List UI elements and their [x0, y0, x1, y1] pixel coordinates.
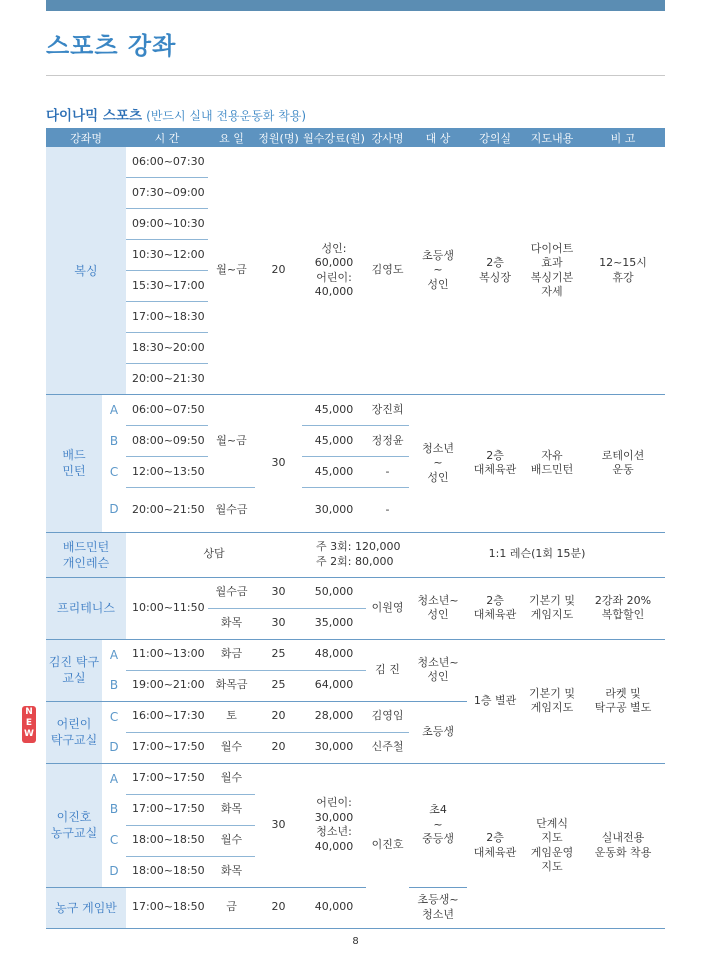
letter-cell: D [102, 732, 126, 763]
fee-cell: 48,000 [314, 647, 354, 661]
days-cell: 화목금 [208, 670, 255, 701]
time-cell: 18:00~18:50 [126, 825, 208, 856]
course-name: 복싱 [46, 147, 126, 395]
teacher-cell: 김영도 [366, 147, 409, 395]
letter-cell: D [102, 856, 126, 887]
header-cell: 강좌명 [46, 128, 126, 147]
time-cell: 17:00~17:50 [132, 771, 205, 785]
capacity-cell: 30 [255, 395, 302, 533]
teacher-cell: 이진호 [366, 763, 409, 928]
course-name: 김진 탁구 교실 [46, 639, 102, 701]
capacity-cell: 20 [255, 887, 302, 928]
days-cell: 월~금 [216, 433, 247, 447]
content-cell: 자유 배드민턴 [523, 395, 581, 533]
days-cell: 월수금 [215, 585, 248, 599]
time-cell: 18:30~20:00 [126, 333, 208, 364]
time-cell: 10:00~11:50 [126, 577, 208, 639]
course-name: 농구 게임반 [46, 887, 126, 928]
days-cell: 금 [208, 887, 255, 928]
course-table [46, 128, 665, 929]
fee-cell: 64,000 [302, 670, 366, 701]
time-cell: 20:00~21:50 [126, 488, 208, 533]
capacity-cell: 20 [255, 147, 302, 395]
section-note: (반드시 실내 전용운동화 착용) [146, 109, 307, 123]
fee-cell: 28,000 [314, 709, 354, 723]
letter-cell: C [109, 709, 119, 724]
title-divider [46, 75, 665, 76]
days-cell: 토 [226, 709, 237, 723]
time-cell: 07:30~09:00 [126, 178, 208, 209]
note-cell: 2강좌 20% 복합할인 [581, 577, 665, 639]
target-cell: 청소년~ 성인 [409, 577, 467, 639]
fee-cell: 45,000 [302, 426, 366, 457]
fee-cell: 30,000 [302, 732, 366, 763]
teacher-cell: - [366, 488, 409, 533]
time-cell: 06:00~07:50 [132, 402, 205, 416]
letter-cell: A [109, 647, 119, 662]
teacher-cell: 장진희 [371, 402, 404, 416]
letter-cell: C [109, 464, 119, 479]
header-cell: 강사명 [366, 128, 409, 147]
content-cell: 다이어트 효과 복싱기본 자세 [523, 147, 581, 395]
capacity-cell: 20 [271, 709, 286, 723]
header-cell: 지도내용 [523, 128, 581, 147]
fee-cell: 40,000 [302, 887, 366, 928]
table-row [46, 532, 665, 577]
header-cell: 대 상 [409, 128, 467, 147]
note-cell: 로테이션 운동 [581, 395, 665, 533]
time-cell: 10:30~12:00 [126, 240, 208, 271]
room-cell: 2층 대체육관 [467, 577, 523, 639]
fee-cell: 어린이: 30,000 청소년: 40,000 [302, 763, 366, 887]
room-cell: 2층 대체육관 [467, 395, 523, 533]
time-cell: 18:00~18:50 [126, 856, 208, 887]
fee-cell: 30,000 [302, 488, 366, 533]
days-cell: 월수 [208, 825, 255, 856]
header-cell: 정원(명) [255, 128, 302, 147]
page-number: 8 [352, 936, 359, 947]
fee-cell: 35,000 [302, 608, 366, 639]
teacher-cell: 김 진 [366, 639, 409, 701]
capacity-cell: 25 [255, 670, 302, 701]
letter-cell: D [102, 488, 126, 533]
section-name: 다이나믹 스포츠 [46, 108, 142, 124]
time-cell: 11:00~13:00 [132, 647, 205, 661]
lesson-desc: 1:1 레슨(1회 15분) [409, 532, 665, 577]
letter-cell: B [102, 670, 126, 701]
days-cell: 화금 [220, 647, 243, 661]
days-cell: 화목 [208, 856, 255, 887]
course-name: 프리테니스 [46, 577, 126, 639]
teacher-cell: 이원영 [366, 577, 409, 639]
days-cell: 화목 [208, 608, 255, 639]
target-cell: 초등생 [409, 701, 467, 763]
content-cell: 기본기 및 게임지도 [523, 577, 581, 639]
time-cell: 08:00~09:50 [126, 426, 208, 457]
capacity-cell: 30 [271, 585, 286, 599]
time-cell: 상담 [126, 532, 302, 577]
days-cell: 월~금 [208, 147, 255, 395]
teacher-cell: 정정윤 [366, 426, 409, 457]
header-cell: 강의실 [467, 128, 523, 147]
table-row [46, 763, 665, 794]
fee-cell: 성인: 60,000 어린이: 40,000 [302, 147, 366, 395]
time-cell: 19:00~21:00 [126, 670, 208, 701]
time-cell: 17:00~17:50 [126, 732, 208, 763]
teacher-cell: - [366, 457, 409, 488]
course-name: 배드민턴 개인레슨 [46, 532, 126, 577]
course-name: 이진호 농구교실 [46, 763, 102, 887]
table-row [46, 577, 665, 608]
table-header [46, 128, 665, 147]
letter-cell: C [109, 833, 119, 848]
teacher-cell: 김영임 [371, 709, 404, 723]
time-cell: 20:00~21:30 [126, 364, 208, 395]
time-cell: 06:00~07:30 [132, 154, 205, 168]
capacity-cell: 30 [255, 608, 302, 639]
days-cell: 화목 [208, 794, 255, 825]
time-cell: 09:00~10:30 [126, 209, 208, 240]
note-cell: 12~15시 휴강 [581, 147, 665, 395]
time-cell: 17:00~18:30 [126, 302, 208, 333]
time-cell: 16:00~17:30 [132, 709, 205, 723]
course-name: 어린이 탁구교실 [46, 701, 102, 763]
fee-cell: 45,000 [314, 402, 354, 416]
header-cell: 요 일 [208, 128, 255, 147]
header-cell: 월수강료(원) [302, 128, 366, 147]
days-cell: 월수금 [208, 488, 255, 533]
note-cell: 라켓 및 탁구공 별도 [581, 639, 665, 763]
note-cell: 실내전용 운동화 착용 [581, 763, 665, 928]
letter-cell: A [109, 771, 119, 786]
capacity-cell: 25 [271, 647, 286, 661]
letter-cell: B [109, 802, 119, 817]
letter-cell: B [109, 433, 119, 448]
fee-cell: 45,000 [302, 457, 366, 488]
capacity-cell: 30 [255, 763, 302, 887]
target-cell: 청소년 ~ 성인 [409, 395, 467, 533]
time-cell: 12:00~13:50 [126, 457, 208, 488]
header-cell: 시 간 [126, 128, 208, 147]
table-row [46, 147, 665, 178]
fee-cell: 주 3회: 120,000 주 2회: 80,000 [302, 532, 409, 577]
fee-cell: 50,000 [314, 585, 354, 599]
room-cell: 2층 대체육관 [467, 763, 523, 928]
target-cell: 초4 ~ 중등생 [409, 763, 467, 887]
top-bar [46, 0, 665, 11]
letter-cell: A [109, 403, 119, 417]
room-cell: 1층 별관 [467, 639, 523, 763]
time-cell: 15:30~17:00 [126, 271, 208, 302]
target-cell: 초등생 ~ 성인 [409, 147, 467, 395]
days-cell: 월수 [220, 771, 243, 785]
time-cell: 17:00~18:50 [126, 887, 208, 928]
days-cell: 월수 [208, 732, 255, 763]
target-cell: 청소년~ 성인 [409, 639, 467, 701]
course-name: 배드 민턴 [46, 395, 102, 533]
time-cell: 17:00~17:50 [126, 794, 208, 825]
teacher-cell: 신주철 [366, 732, 409, 763]
table-row [46, 639, 665, 670]
page-title: 스포츠 강좌 [46, 32, 177, 60]
header-cell: 비 고 [581, 128, 665, 147]
room-cell: 2층 복싱장 [467, 147, 523, 395]
section-title [46, 104, 306, 124]
capacity-cell: 20 [255, 732, 302, 763]
table-row [46, 395, 665, 426]
content-cell: 기본기 및 게임지도 [523, 639, 581, 763]
content-cell: 단계식 지도 게임운영 지도 [523, 763, 581, 928]
new-badge: N E W [22, 706, 36, 743]
target-cell: 초등생~ 청소년 [409, 887, 467, 928]
